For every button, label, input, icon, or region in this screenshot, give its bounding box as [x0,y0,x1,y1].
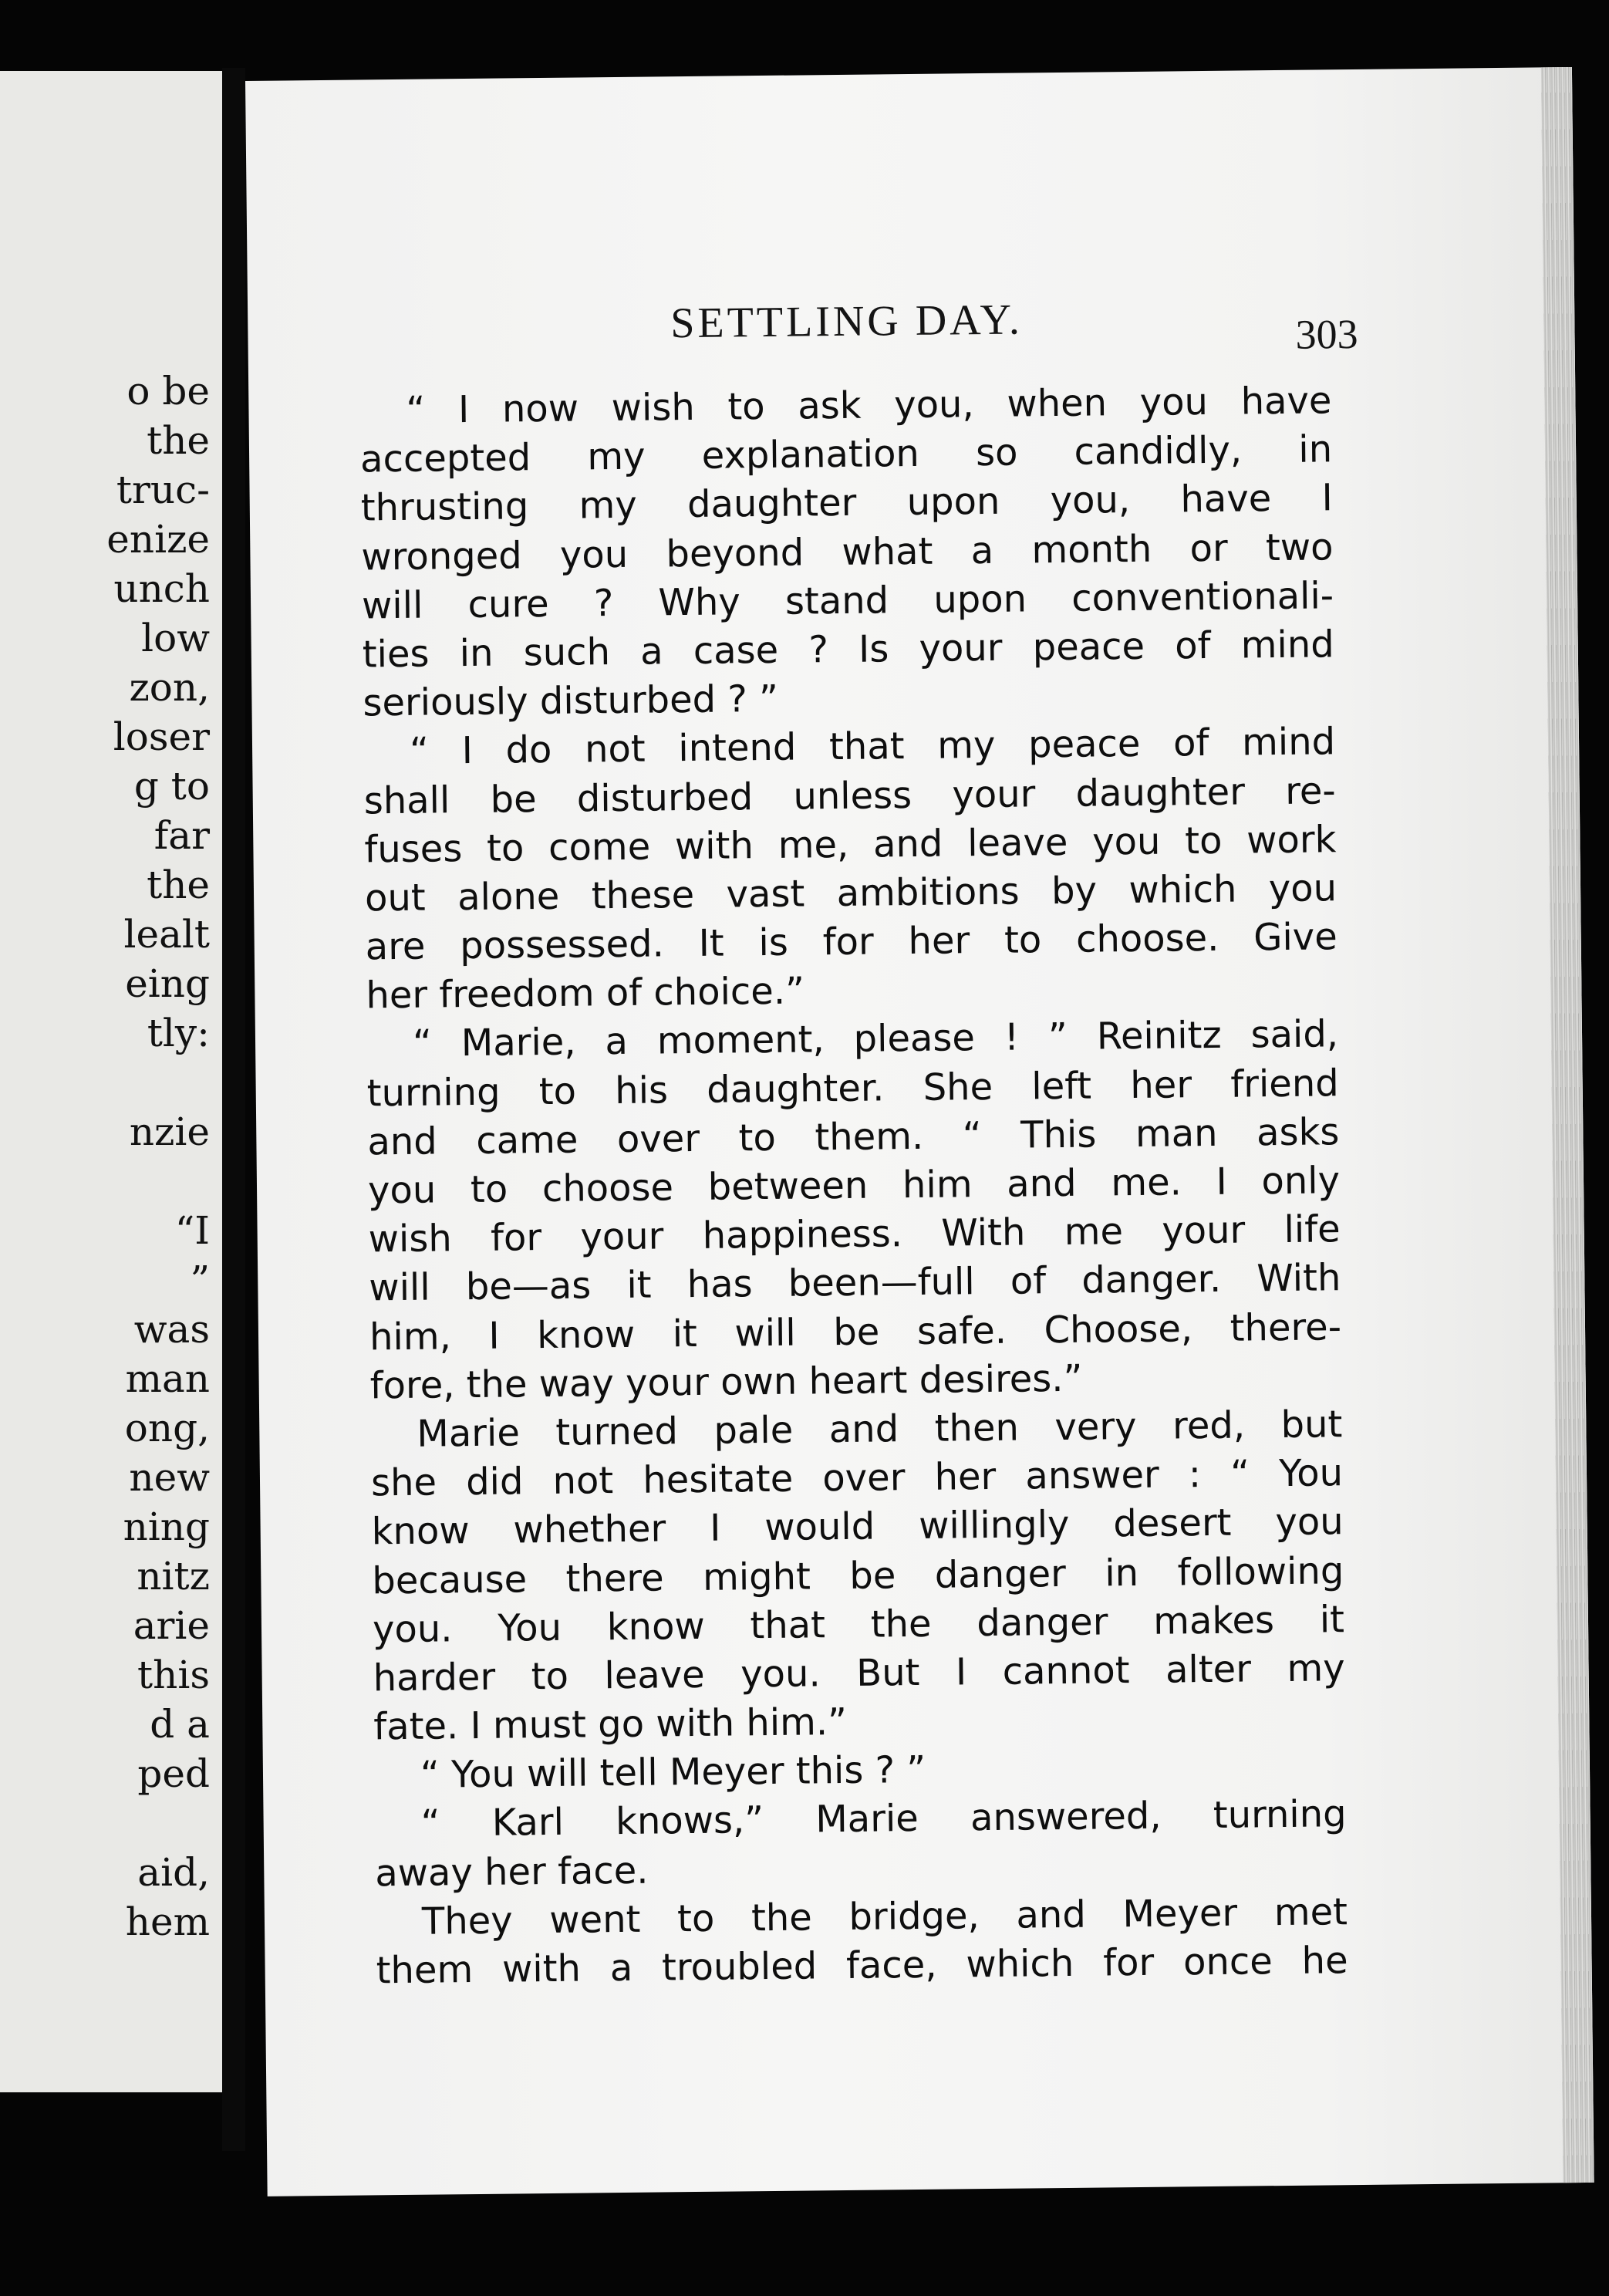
left-page-line: enize [106,517,210,562]
text-line: “ I do not intend that my peace of mind [409,720,1336,774]
text-line: and came over to them. “ This man asks [367,1110,1340,1164]
text-line: harder to leave you. But I cannot alter my [373,1646,1345,1700]
text-line: because there might be danger in following [372,1548,1344,1602]
book-spine [222,68,245,2151]
text-line: wish for your happiness. With me your life [368,1207,1341,1261]
left-page-line: hem [125,1899,210,1944]
left-page-line: nzie [129,1109,210,1154]
left-page-line: was [133,1307,210,1352]
text-line: wronged you beyond what a month or two [361,525,1334,579]
text-line: turning to his daughter. She left her friend [366,1061,1339,1116]
body-text [359,376,1348,1995]
left-page-line: new [129,1455,210,1500]
left-page-line: low [141,616,210,660]
text-line: know whether I would willingly desert you [371,1500,1344,1554]
text-line: “ I now wish to ask you, when you have [406,379,1332,432]
left-page-line: lealt [123,912,210,957]
left-page-line: nitz [137,1554,210,1599]
left-page-line: ” [190,1258,210,1302]
left-page-line: zon, [129,665,210,710]
text-line: she did not hesitate over her answer : “ You [370,1451,1344,1505]
left-page-line: man [125,1356,210,1401]
text-line: fuses to come with me, and leave you to work [364,817,1337,872]
text-line: away her face. [375,1849,649,1895]
text-line: accepted my explanation so candidly, in [359,427,1333,481]
text-line: “ Marie, a moment, please ! ” Reinitz said, [412,1012,1339,1066]
text-line: him, I know it will be safe. Choose, there- [369,1305,1342,1359]
running-head: SETTLING DAY. [670,295,1024,348]
text-line: thrusting my daughter upon you, have I [360,476,1334,530]
left-page-line: far [153,813,210,858]
left-page-line: this [137,1653,210,1697]
left-page-line: o be [126,369,210,414]
left-page-line: g to [133,764,210,809]
left-page-line: loser [113,714,210,759]
left-page-line: unch [113,566,210,611]
text-line: “ You will tell Meyer this ? ” [420,1748,926,1797]
text-line: They went to the bridge, and Meyer met [421,1889,1348,1943]
text-line: you. You know that the danger makes it [372,1597,1345,1652]
left-page-line: the [147,863,210,907]
text-line: fore, the way your own heart desires.” [369,1356,1083,1408]
left-page-line: the [147,418,210,463]
left-page-line: d a [150,1702,210,1747]
text-line: her freedom of choice.” [366,969,805,1018]
text-line: shall be disturbed unless your daughter re- [363,768,1337,822]
left-page-line: ped [137,1751,210,1796]
text-line: seriously disturbed ? ” [363,677,779,725]
text-line: Marie turned pale and then very red, but [417,1403,1343,1456]
left-page-line: arie [133,1603,210,1648]
text-line: “ Karl knows,” Marie answered, turning [420,1792,1347,1846]
left-page-line: aid, [137,1850,210,1895]
left-page-line: ning [123,1504,210,1549]
text-line: out alone these vast ambitions by which you [364,866,1337,920]
left-page-line: tly: [147,1011,210,1055]
text-line: fate. I must go with him.” [373,1700,848,1749]
text-line: ties in such a case ? Is your peace of mind [362,623,1335,677]
right-page [245,67,1594,2196]
left-page-line: “I [174,1208,210,1253]
left-page [0,71,222,2092]
left-page-line: truc- [116,468,210,512]
left-page-line: ong, [124,1406,210,1450]
text-line: will cure ? Why stand upon conventionali- [361,574,1334,628]
page-number: 303 [1295,310,1358,358]
text-line: are possessed. It is for her to choose. Give [365,915,1337,969]
left-page-line: eing [125,961,210,1006]
text-line: them with a troubled face, which for once he [376,1939,1348,1993]
page-edge [1541,67,1594,2183]
text-line: you to choose between him and me. I only [367,1159,1341,1213]
text-line: will be—as it has been—full of danger. With [369,1256,1341,1310]
